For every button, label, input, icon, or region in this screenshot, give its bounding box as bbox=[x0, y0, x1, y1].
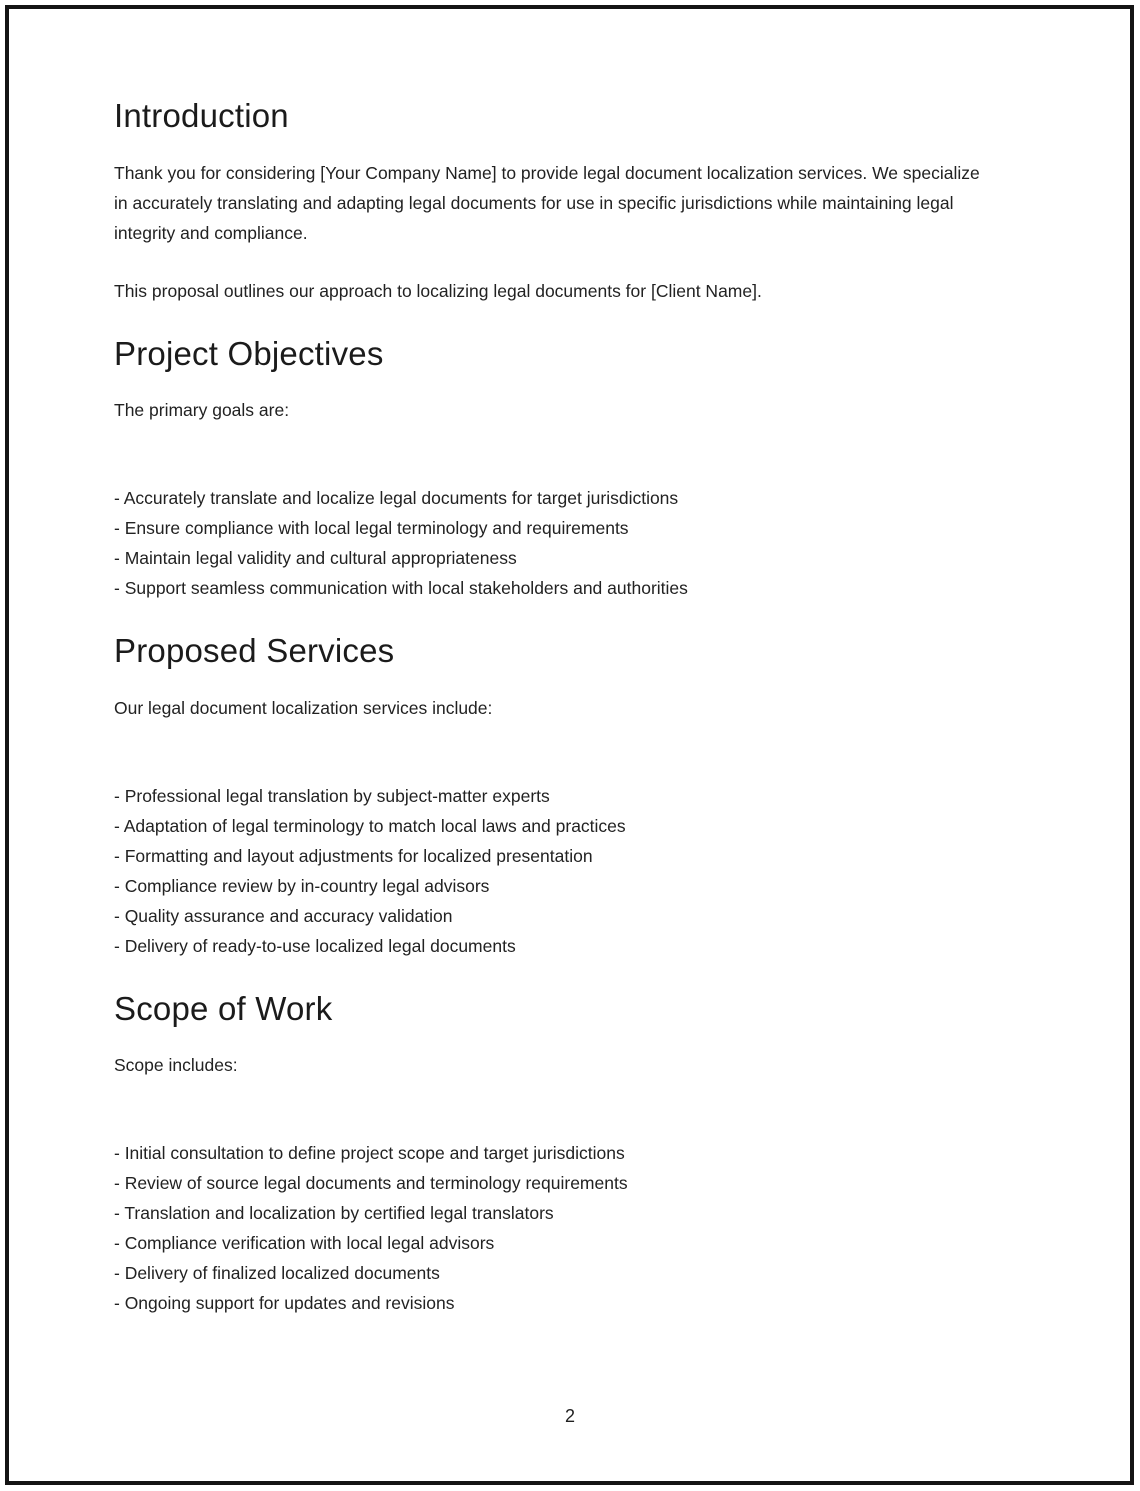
list-item: - Support seamless communication with local stakeholders and authorities bbox=[114, 578, 688, 599]
list-item: - Formatting and layout adjustments for localized presentation bbox=[114, 845, 593, 866]
list-item: - Translation and localization by certified legal translators bbox=[114, 1203, 554, 1224]
objectives-intro-text: The primary goals are: bbox=[114, 400, 290, 421]
section-heading-project-objectives: Project Objectives bbox=[114, 334, 384, 372]
section-heading-scope-of-work: Scope of Work bbox=[114, 989, 333, 1027]
services-list bbox=[114, 781, 998, 961]
services-intro-text: Our legal document localization services include: bbox=[114, 697, 493, 718]
section-heading-proposed-services: Proposed Services bbox=[114, 632, 395, 670]
list-item: - Compliance review by in-country legal advisors bbox=[114, 875, 490, 896]
list-item: - Maintain legal validity and cultural appropriateness bbox=[114, 548, 517, 569]
list-item: - Ongoing support for updates and revisions bbox=[114, 1293, 455, 1314]
list-item: - Initial consultation to define project scope and target jurisdictions bbox=[114, 1143, 625, 1164]
section-heading-introduction: Introduction bbox=[114, 97, 289, 134]
list-item: - Professional legal translation by subject-matter experts bbox=[114, 785, 550, 806]
introduction-paragraph-1: Thank you for considering [Your Company Name] to provide legal document localization services. We specialize in accurately translating and adapting legal documents for use in specific jurisdictions while maintaining legal integrity and compliance. bbox=[114, 162, 980, 243]
list-item: - Delivery of finalized localized documents bbox=[114, 1263, 440, 1284]
introduction-paragraph-2: This proposal outlines our approach to localizing legal documents for [Client Name]. bbox=[114, 280, 762, 301]
list-item: - Compliance verification with local legal advisors bbox=[114, 1233, 495, 1254]
list-item: - Accurately translate and localize legal documents for target jurisdictions bbox=[114, 488, 679, 509]
list-item: - Delivery of ready-to-use localized legal documents bbox=[114, 935, 516, 956]
list-item: - Adaptation of legal terminology to match local laws and practices bbox=[114, 815, 626, 836]
list-item: - Quality assurance and accuracy validation bbox=[114, 905, 453, 926]
scope-intro-text: Scope includes: bbox=[114, 1055, 238, 1076]
page-number: 2 bbox=[564, 1406, 575, 1426]
list-item: - Ensure compliance with local legal terminology and requirements bbox=[114, 518, 629, 539]
scope-list bbox=[114, 1138, 998, 1318]
objectives-list bbox=[114, 483, 998, 603]
list-item: - Review of source legal documents and terminology requirements bbox=[114, 1173, 628, 1194]
